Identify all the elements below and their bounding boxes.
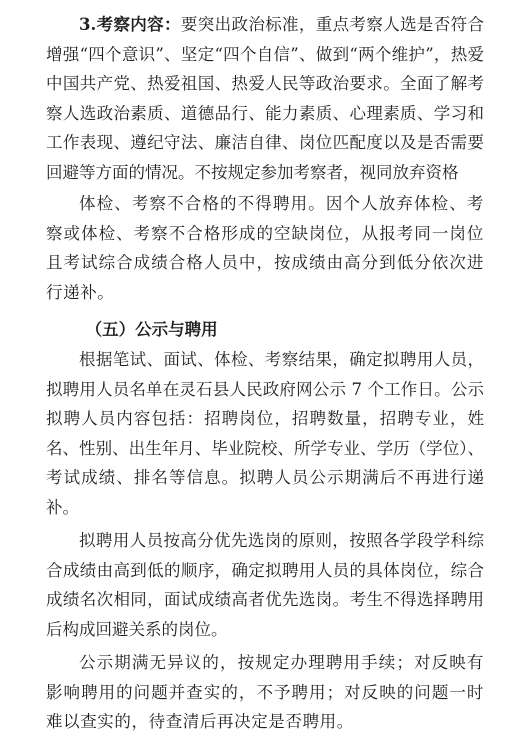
objection-paragraph: 公示期满无异议的，按规定办理聘用手续；对反映有影响聘用的问题并查实的，不予聘用；对反映的问题一时难以查实的，待查清后再决定是否聘用。 — [46, 653, 484, 731]
section-3-label: 3.考察内容： — [79, 15, 181, 34]
publicity-paragraph: 根据笔试、面试、体检、考察结果，确定拟聘用人员，拟聘用人员名单在灵石县人民政府网公示 7 个工作日。公示拟聘人员内容包括：招聘岗位，招聘数量，招聘专业，姓名、性别、出生年月、毕业院校、所学专业、学历（学位）、考试成绩、排名等信息。拟聘人员公示期满后不再进行递补。 — [46, 350, 484, 517]
section-3-text: 要突出政治标准，重点考察人选是否符合增强“四个意识”、坚定“四个自信”、做到“两个维护”，热爱中国共产党、热爱祖国、热爱人民等政治要求。全面了解考察人选政治素质、道德品行、能力素质、心理素质、学习和工作表现、遵纪守法、廉洁自律、岗位匹配度以及是否需要回避等方面的情况。不按规定参加考察者，视同放弃资格 — [46, 15, 484, 182]
unqualified-paragraph: 体检、考察不合格的不得聘用。因个人放弃体检、考察或体检、考察不合格形成的空缺岗位，从报考同一岗位且考试综合成绩合格人员中，按成绩由高分到低分依次进行递补。 — [46, 194, 484, 302]
section-5-heading: （五）公示与聘用 — [85, 320, 218, 339]
section-3-paragraph — [46, 10, 484, 187]
selection-paragraph: 拟聘用人员按高分优先选岗的原则，按照各学段学科综合成绩由高到低的顺序，确定拟聘用人员的具体岗位，综合成绩名次相同，面试成绩高者优先选岗。考生不得选择聘用后构成回避关系的岗位。 — [46, 531, 484, 639]
